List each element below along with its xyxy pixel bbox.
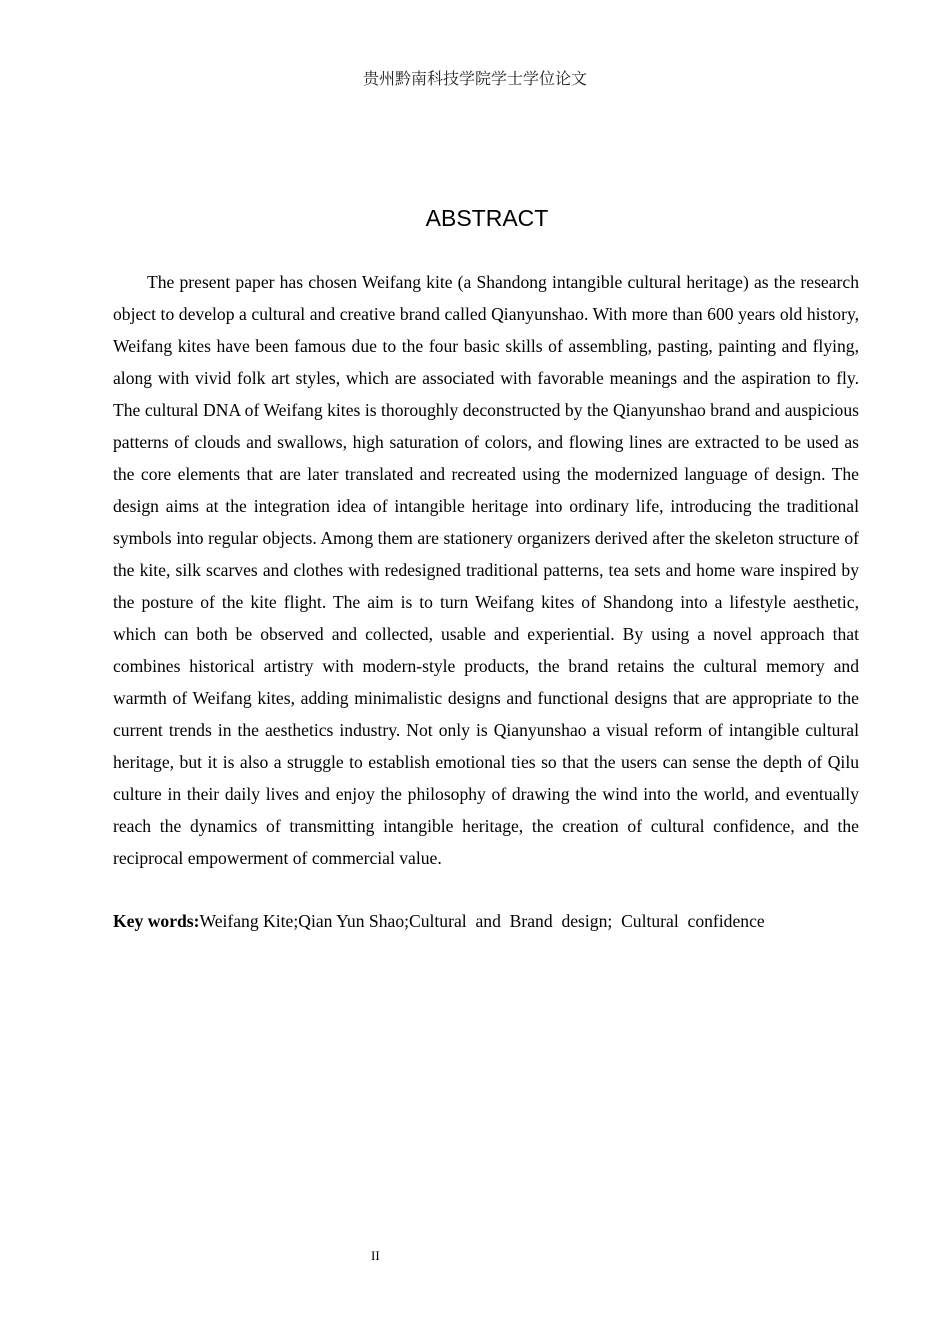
running-header: 贵州黔南科技学院学士学位论文 <box>362 69 587 88</box>
page-number: II <box>371 1248 380 1263</box>
keywords-label: Key words: <box>113 911 200 931</box>
abstract-body: The present paper has chosen Weifang kite (a Shandong intangible cultural heritage) as the research object to develop a cultural and creative brand called Qianyunshao. With more than 600 years old history, Weifang kites have been famous due to the four basic skills of assembling, pasting, painting and flying, along with vivid folk art styles, which are associated with favorable meanings and the aspiration to fly. The cultural DNA of Weifang kites is thoroughly deconstructed by the Qianyunshao brand and auspicious patterns of clouds and swallows, high saturation of colors, and flowing lines are extracted to be used as the core elements that are later translated and recreated using the modernized language of design. The design aims at the integration idea of intangible heritage into ordinary life, introducing the traditional symbols into regular objects. Among them are stationery organizers derived after the skeleton structure of the kite, silk scarves and clothes with redesigned traditional patterns, tea sets and home ware inspired by the posture of the kite flight. The aim is to turn Weifang kites of Shandong into a lifestyle aesthetic, which can both be observed and collected, usable and experiential. By using a novel approach that combines historical artistry with modern-style products, the brand retains the cultural memory and warmth of Weifang kites, adding minimalistic designs and functional designs that are appropriate to the current trends in the aesthetics industry. Not only is Qianyunshao a visual reform of intangible cultural heritage, but it is also a struggle to establish emotional ties so that the users can sense the depth of Qilu culture in their daily lives and enjoy the philosophy of drawing the wind into the world, and eventually reach the dynamics of transmitting intangible heritage, the creation of cultural confidence, and the reciprocal empowerment of commercial value. <box>113 272 859 868</box>
keywords-line <box>113 905 873 937</box>
keywords-value: Weifang Kite;Qian Yun Shao;Cultural and Brand design; Cultural confidence <box>199 911 765 931</box>
abstract-heading: ABSTRACT <box>425 205 549 231</box>
